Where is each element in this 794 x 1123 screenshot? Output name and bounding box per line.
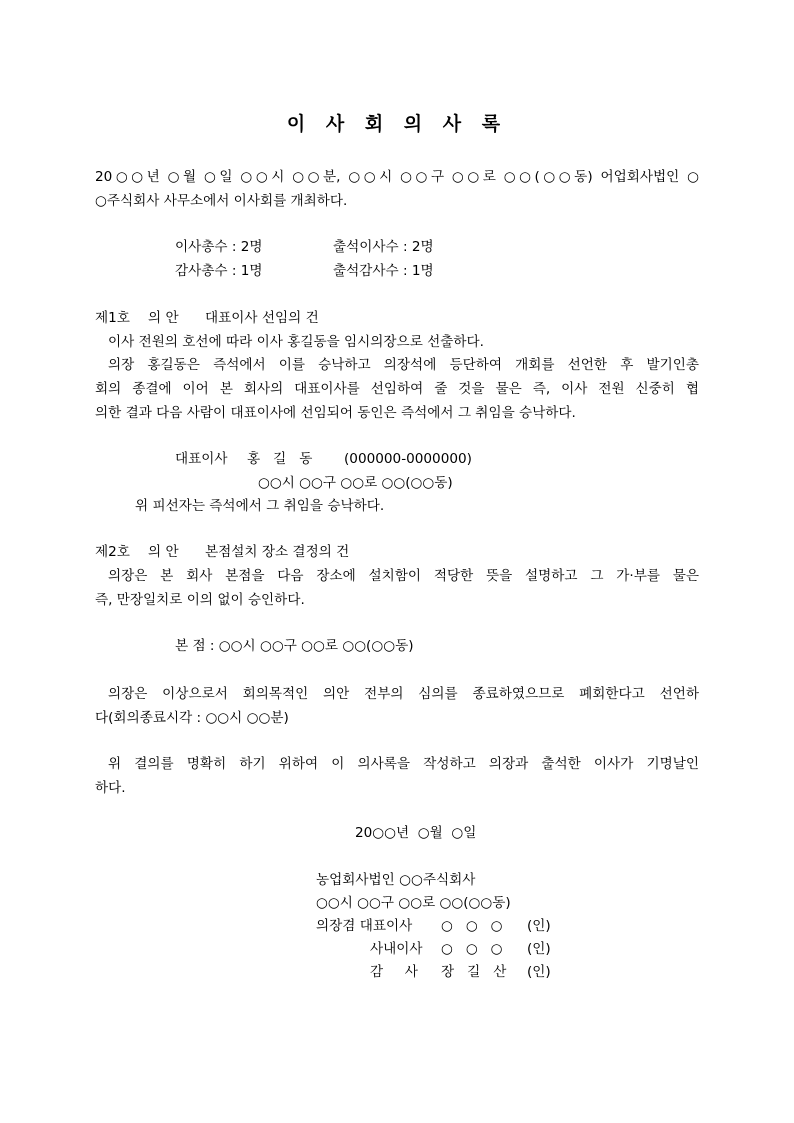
chair-name: ○ ○ ○: [441, 918, 503, 934]
item1-paragraph-2-line-3: 의한 결과 다음 사람이 대표이사에 선임되어 동인은 즉석에서 그 취임을 승낙하다.: [95, 405, 576, 421]
chair-role: 의장겸 대표이사: [316, 918, 413, 934]
director-name: ○ ○ ○: [441, 941, 503, 957]
head-office-location: 본 점 : ○○시 ○○구 ○○로 ○○(○○동): [175, 638, 414, 654]
company-name: 농업회사법인 ○○주식회사: [316, 872, 476, 888]
item1-number: 제1호: [95, 310, 130, 326]
item1-acceptance: 위 피선자는 즉석에서 그 취임을 승낙하다.: [135, 498, 385, 514]
item1-paragraph-2-line-1: 의장 홍길동은 즉석에서 이를 승낙하고 의장석에 등단하여 개회를 선언한 후 발기인총: [108, 357, 699, 373]
auditor-name: 장 길 산: [441, 964, 507, 980]
item1-label: 의 안: [148, 310, 179, 326]
certification-line-1: 위 결의를 명확히 하기 위하여 이 의사록을 작성하고 의장과 출석한 이사가 기명날인: [108, 756, 699, 772]
company-address: ○○시 ○○구 ○○로 ○○(○○동): [316, 895, 511, 911]
rep-director-id: (000000-0000000): [344, 451, 472, 467]
item1-paragraph-2-line-2: 회의 종결에 이어 본 회사의 대표이사를 선임하여 줄 것을 물은 즉, 이사 전원 신중히 협: [95, 381, 699, 397]
rep-director-address: ○○시 ○○구 ○○로 ○○(○○동): [258, 475, 453, 491]
auditor-role: 감 사: [370, 964, 418, 980]
directors-present: 출석이사수 : 2명: [333, 239, 434, 255]
director-seal: (인): [527, 941, 551, 957]
auditor-seal: (인): [527, 964, 551, 980]
closing-line-2: 다(회의종료시각 : ○○시 ○○분): [95, 710, 289, 726]
item2-number: 제2호: [95, 544, 130, 560]
chair-seal: (인): [527, 918, 551, 934]
certification-line-2: 하다.: [95, 780, 126, 796]
director-role: 사내이사: [370, 941, 423, 957]
item2-paragraph-line-2: 즉, 만장일치로 이의 없이 승인하다.: [95, 592, 305, 608]
intro-line-2: ○주식회사 사무소에서 이사회를 개최하다.: [95, 193, 348, 209]
item1-title: 대표이사 선임의 건: [205, 310, 319, 326]
intro-line-1: 20○○년 ○월 ○일 ○○시 ○○분, ○○시 ○○구 ○○로 ○○(○○동) 어업회사법인 ○: [95, 169, 699, 185]
rep-director-name: 홍 길 동: [247, 451, 313, 467]
auditors-total: 감사총수 : 1명: [175, 263, 263, 279]
rep-director-label: 대표이사: [175, 451, 228, 467]
document-title: 이 사 회 의 사 록: [286, 113, 508, 135]
item2-title: 본점설치 장소 결정의 건: [205, 544, 350, 560]
item1-paragraph-1: 이사 전원의 호선에 따라 이사 홍길동을 임시의장으로 선출하다.: [108, 334, 484, 350]
item2-paragraph-line-1: 의장은 본 회사 본점을 다음 장소에 설치함이 적당한 뜻을 설명하고 그 가·부를 물은: [108, 568, 699, 584]
closing-line-1: 의장은 이상으로서 회의목적인 의안 전부의 심의를 종료하였으므로 폐회한다고 선언하: [108, 686, 699, 702]
meeting-date: 20○○년 ○월 ○일: [355, 825, 477, 841]
directors-total: 이사총수 : 2명: [175, 239, 263, 255]
item2-label: 의 안: [148, 544, 179, 560]
auditors-present: 출석감사수 : 1명: [333, 263, 434, 279]
